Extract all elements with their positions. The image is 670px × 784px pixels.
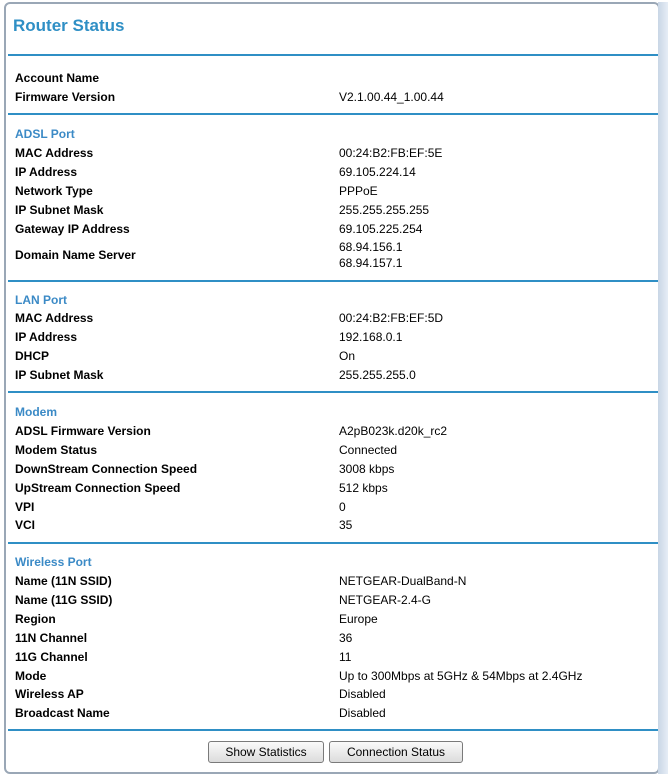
row-value: 255.255.255.0 <box>339 368 416 382</box>
row-value: 192.168.0.1 <box>339 330 403 344</box>
divider <box>8 391 658 393</box>
router-status-panel <box>4 2 660 774</box>
row-value: Disabled <box>339 687 386 701</box>
row-label: DownStream Connection Speed <box>15 462 198 476</box>
row-label: UpStream Connection Speed <box>15 481 181 495</box>
row-value: 36 <box>339 631 353 645</box>
row-label: IP Address <box>15 330 78 344</box>
row-value: 11 <box>339 650 352 664</box>
row-label: ADSL Firmware Version <box>15 424 151 438</box>
row-value: 00:24:B2:FB:EF:5D <box>339 311 444 325</box>
row-value: 68.94.157.1 <box>339 256 403 270</box>
divider <box>8 729 658 731</box>
row-label: Broadcast Name <box>15 706 110 720</box>
row-label: MAC Address <box>15 311 94 325</box>
section-heading-wireless-port: Wireless Port <box>15 555 92 569</box>
show-statistics-button[interactable]: Show Statistics <box>208 741 324 763</box>
row-label: DHCP <box>15 349 50 363</box>
row-value: On <box>339 349 356 363</box>
row-value: 255.255.255.255 <box>339 203 430 217</box>
row-label: VPI <box>15 500 35 514</box>
row-label: Account Name <box>15 71 100 85</box>
row-value: 00:24:B2:FB:EF:5E <box>339 146 443 160</box>
row-value: 68.94.156.1 <box>339 240 403 254</box>
row-label: Gateway IP Address <box>15 222 130 236</box>
row-label: IP Subnet Mask <box>15 368 104 382</box>
row-value: A2pB023k.d20k_rc2 <box>339 424 448 438</box>
section-heading-lan-port: LAN Port <box>15 293 67 307</box>
row-label: 11N Channel <box>15 631 88 645</box>
row-value: 69.105.225.254 <box>339 222 423 236</box>
row-label: Name (11G SSID) <box>15 593 113 607</box>
row-value: 512 kbps <box>339 481 388 495</box>
row-label: IP Subnet Mask <box>15 203 104 217</box>
divider <box>8 54 658 56</box>
right-scrollbar-strip <box>658 2 668 774</box>
row-value: Disabled <box>339 706 386 720</box>
page-title: Router Status <box>13 16 125 35</box>
row-value: Connected <box>339 443 398 457</box>
row-label: 11G Channel <box>15 650 88 664</box>
connection-status-button[interactable]: Connection Status <box>329 741 463 763</box>
row-label: IP Address <box>15 165 78 179</box>
row-label: Domain Name Server <box>15 248 136 262</box>
divider <box>8 542 658 544</box>
section-heading-modem: Modem <box>15 405 57 419</box>
row-label: Wireless AP <box>15 687 84 701</box>
row-label: Network Type <box>15 184 93 198</box>
row-value: PPPoE <box>339 184 378 198</box>
row-value: 35 <box>339 518 353 532</box>
row-value: Up to 300Mbps at 5GHz & 54Mbps at 2.4GHz <box>339 669 583 683</box>
row-label: Region <box>15 612 56 626</box>
row-value: 69.105.224.14 <box>339 165 416 179</box>
row-value: 3008 kbps <box>339 462 395 476</box>
row-label: Firmware Version <box>15 90 116 104</box>
row-value: 0 <box>339 500 346 514</box>
row-value: V2.1.00.44_1.00.44 <box>339 90 444 104</box>
row-value: NETGEAR-DualBand-N <box>339 574 467 588</box>
row-value: NETGEAR-2.4-G <box>339 593 432 607</box>
row-label: MAC Address <box>15 146 94 160</box>
row-label: Modem Status <box>15 443 98 457</box>
row-label: Name (11N SSID) <box>15 574 112 588</box>
row-label: Mode <box>15 669 47 683</box>
section-heading-adsl-port: ADSL Port <box>15 127 75 141</box>
row-value: Europe <box>339 612 378 626</box>
divider <box>8 113 658 115</box>
row-label: VCI <box>15 518 36 532</box>
divider <box>8 280 658 282</box>
